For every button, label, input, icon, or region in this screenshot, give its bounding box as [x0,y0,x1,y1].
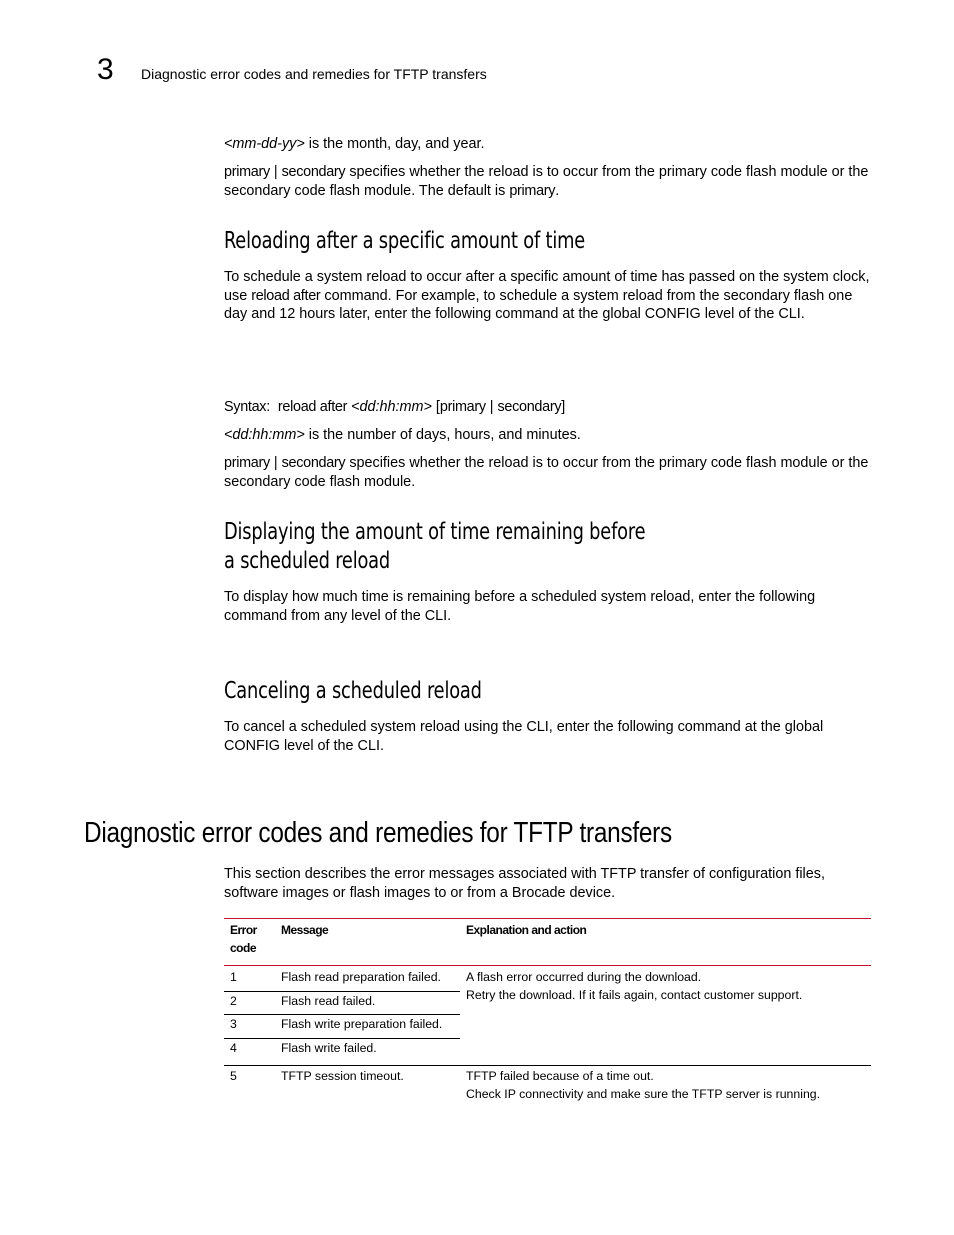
message-cell: TFTP session timeout. [275,1066,460,1108]
secondary-keyword: secondary [281,164,346,180]
header-error-code [224,919,275,966]
heading-cancel-reload: Canceling a scheduled reload [224,678,482,704]
syntax-command: reload after [277,399,348,415]
pipe-separator-2: | [269,455,282,471]
primary-keyword: primary [224,164,270,180]
period: . [555,182,560,199]
header-error-code-line1: Error [230,923,257,937]
pipe-separator: | [269,164,282,180]
reload-after-command: reload after [251,287,321,304]
primary-secondary-description-2 [224,454,872,491]
table-row [224,966,871,992]
syntax-primary: primary [439,399,486,415]
error-code-cell: 4 [230,1040,237,1055]
heading-display-line2: a scheduled reload [224,548,391,574]
primary-desc-text: specifies whether the reload is to occur from the primary code flash module or the secondary code flash module. The default is [224,164,869,199]
message-cell: Flash read failed. [275,991,460,1015]
secondary-keyword-2: secondary [281,455,346,471]
heading-tftp-error-codes: Diagnostic error codes and remedies for TFTP transfers [84,817,672,849]
syntax-line [224,398,872,417]
mmddyy-description [224,135,872,154]
heading-display-line1: Displaying the amount of time remaining before [224,519,646,545]
display-remaining-paragraph: To display how much time is remaining before a scheduled system reload, enter the following command from any level of the CLI. [224,589,816,624]
chapter-number: 3 [97,53,114,86]
reload-after-text-2: command. For example, to schedule a system reload from the secondary flash one day and 12 hours later, enter the following command at the global CONFIG level of the CLI. [224,287,853,323]
syntax-open-bracket: [ [431,399,440,415]
explanation-line1: TFTP failed because of a time out. [466,1069,654,1083]
syntax-pipe: | [485,399,498,415]
explanation-line2: Check IP connectivity and make sure the TFTP server is running. [466,1086,821,1101]
ddhhmm-description [224,426,872,445]
syntax-close-bracket: ] [561,399,566,415]
header-error-code-line2: code [230,940,257,955]
tftp-intro-paragraph: This section describes the error messages associated with TFTP transfer of configuration files, software images or flash images to or from a Brocade device. [224,866,825,901]
explanation-cell-timeout [460,1066,871,1108]
ddhhmm-param: <dd:hh:mm> [224,427,305,443]
table-row [224,1066,871,1108]
explanation-line2: Retry the download. If it fails again, contact customer support. [466,987,803,1002]
message-cell: Flash write failed. [281,1040,377,1055]
tftp-error-table [224,918,871,1107]
message-cell: Flash write preparation failed. [275,1015,460,1039]
message-cell: Flash read preparation failed. [275,966,460,992]
error-code-cell: 3 [224,1015,275,1039]
error-code-cell: 2 [224,991,275,1015]
reload-after-text-1: To schedule a system reload to occur after a specific amount of time has passed on the system clock, use [224,269,870,304]
explanation-line1: A flash error occurred during the download. [466,970,702,984]
header-message: Message [275,919,460,966]
primary-desc-text-2: specifies whether the reload is to occur from the primary code flash module or the secondary code flash module. [224,455,869,490]
default-keyword: primary [509,182,556,199]
syntax-secondary: secondary [497,399,562,415]
reload-after-paragraph [224,268,872,324]
cancel-reload-paragraph: To cancel a scheduled system reload using the CLI, enter the following command at the global CONFIG level of the CLI. [224,719,824,754]
error-code-cell: 5 [224,1066,275,1108]
syntax-label: Syntax: [224,399,270,415]
primary-secondary-description [224,163,872,200]
table-header-row [224,919,871,966]
explanation-cell-flash-error [460,966,871,1066]
header-explanation: Explanation and action [460,919,871,966]
heading-reload-after: Reloading after a specific amount of time [224,228,586,254]
syntax-param: <dd:hh:mm> [351,399,432,415]
mmddyy-param: <mm-dd-yy> [224,136,305,152]
primary-keyword-2: primary [224,455,270,471]
heading-display-remaining [224,518,645,576]
error-code-cell: 1 [224,966,275,992]
ddhhmm-desc-text: is the number of days, hours, and minutes. [304,427,581,443]
mmddyy-desc-text: is the month, day, and year. [304,136,485,152]
running-header-title: Diagnostic error codes and remedies for TFTP transfers [141,66,487,82]
